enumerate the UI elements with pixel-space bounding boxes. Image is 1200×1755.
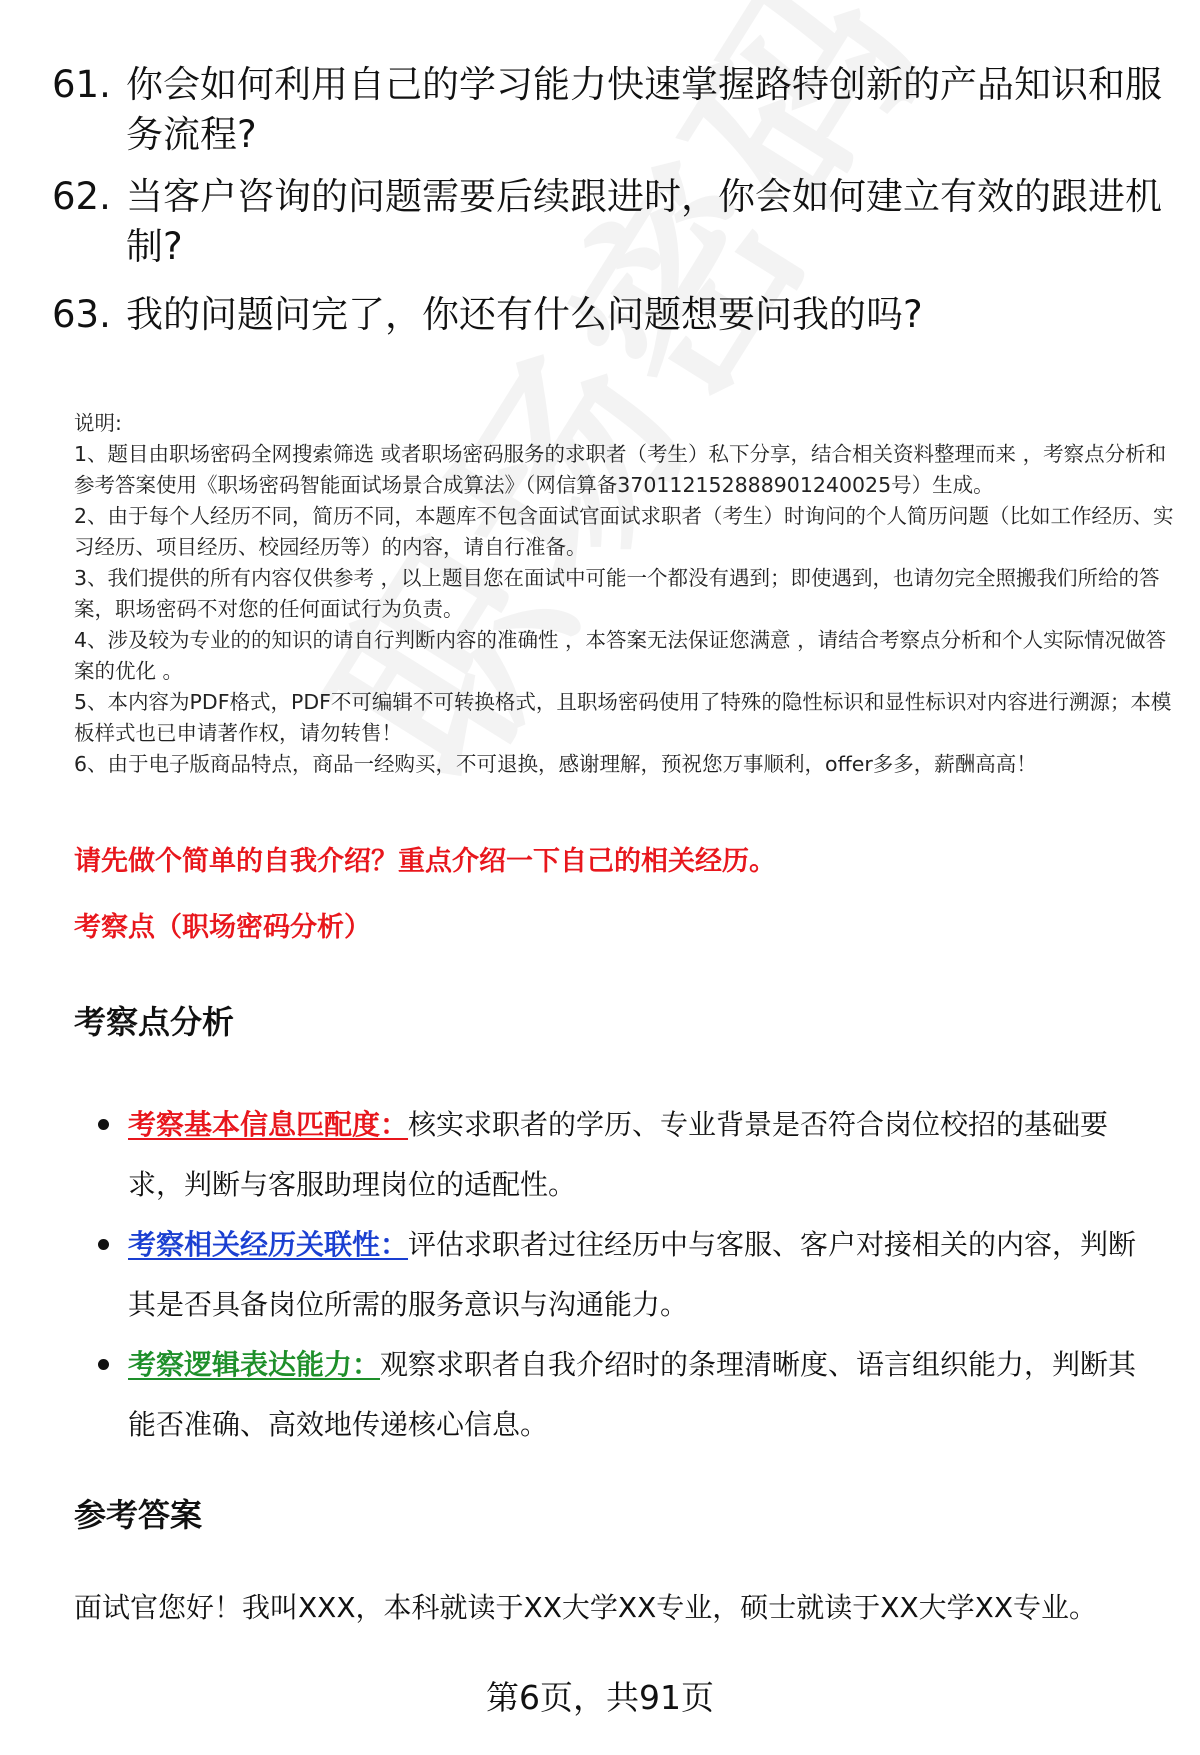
analysis-tag: 考察点（职场密码分析） (74, 912, 371, 943)
bullet-dot-icon (98, 1359, 109, 1370)
bullet-dot-icon (98, 1239, 109, 1250)
note-item-1: 1、题目由职场密码全网搜索筛选 或者职场密码服务的求职者（考生）私下分享，结合相关资料整理而来 ，考察点分析和参考答案使用《职场密码智能面试场景合成算法》（网信算备37011215288890124002​5号）生成。 (74, 442, 1167, 497)
bullet-item (74, 1095, 1154, 1215)
question-number: 63. (52, 293, 111, 336)
main-question: 请先做个简单的自我介绍？重点介绍一下自己的相关经历。 (74, 846, 776, 877)
bullet-text: 评估求职者过往经历中与客服、客户对接相关的内容，判断其是否具备岗位所需的服务意识与沟通能力。 (128, 1228, 1137, 1321)
note-item-2: 2、由于每个人经历不同，简历不同，本题库不包含面试官面试求职者（考生）时询问的个人简历问题（比如工作经历、实习经历、项目经历、校园经历等）的内容，请自行准备。 (74, 504, 1174, 559)
notes-block (74, 408, 1174, 780)
bullet-item (74, 1215, 1154, 1335)
bullet-text: 观察求职者自我介绍时的条理清晰度、语言组织能力，判断其能否准确、高效地传递核心信息。 (128, 1348, 1137, 1441)
question-62 (52, 172, 1162, 272)
bullet-dot-icon (98, 1119, 109, 1130)
bullet-label: 考察逻辑表达能力： (128, 1348, 381, 1381)
analysis-section-title: 考察点分析 (74, 1003, 235, 1041)
bullet-item (74, 1335, 1154, 1455)
analysis-bullet-list (74, 1095, 1154, 1455)
question-63 (52, 290, 1152, 340)
question-text: 当客户咨询的问题需要后续跟进时，你会如何建立有效的跟进机制? (126, 175, 1162, 268)
bullet-text: 核实求职者的学历、专业背景是否符合岗位校招的基础要求，判断与客服助理岗位的适配性。 (128, 1108, 1109, 1201)
note-item-4: 4、涉及较为专业的的知识的请自行判断内容的准确性 ，本答案无法保证您满意 ，请结合考察点分析和个人实际情况做答案的优化 。 (74, 628, 1167, 683)
note-item-6: 6、由于电子版商品特点，商品一经购买，不可退换，感谢理解，预祝您万事顺利，offer多多，薪酬高高！ (74, 752, 1037, 776)
question-text: 我的问题问完了，你还有什么问题想要问我的吗? (126, 293, 923, 336)
answer-text: 面试官您好！我叫XXX，本科就读于XX大学XX专业，硕士就读于XX大学XX专业。 (74, 1591, 1098, 1624)
notes-heading: 说明: (74, 411, 122, 435)
question-number: 61. (52, 63, 111, 106)
answer-section-title: 参考答案 (74, 1496, 203, 1534)
question-number: 62. (52, 175, 111, 218)
question-text: 你会如何利用自己的学习能力快速掌握路特创新的产品知识和服务流程? (126, 63, 1162, 156)
page-footer: 第6页，共91页 (486, 1678, 714, 1717)
bullet-label: 考察基本信息匹配度： (128, 1108, 409, 1141)
question-61 (52, 60, 1162, 160)
note-item-3: 3、我们提供的所有内容仅供参考 ，以上题目您在面试中可能一个都没有遇到；即使遇到，也请勿完全照搬我们所给的答案，职场密码不对您的任何面试行为负责。 (74, 566, 1160, 621)
note-item-5: 5、本内容为PDF格式，PDF不可编辑不可转换格式，且职场密码使用了特殊的隐性标识和显性标识对内容进行溯源；本模板样式也已申请著作权，请勿转售！ (74, 690, 1172, 745)
bullet-label: 考察相关经历关联性： (128, 1228, 409, 1261)
